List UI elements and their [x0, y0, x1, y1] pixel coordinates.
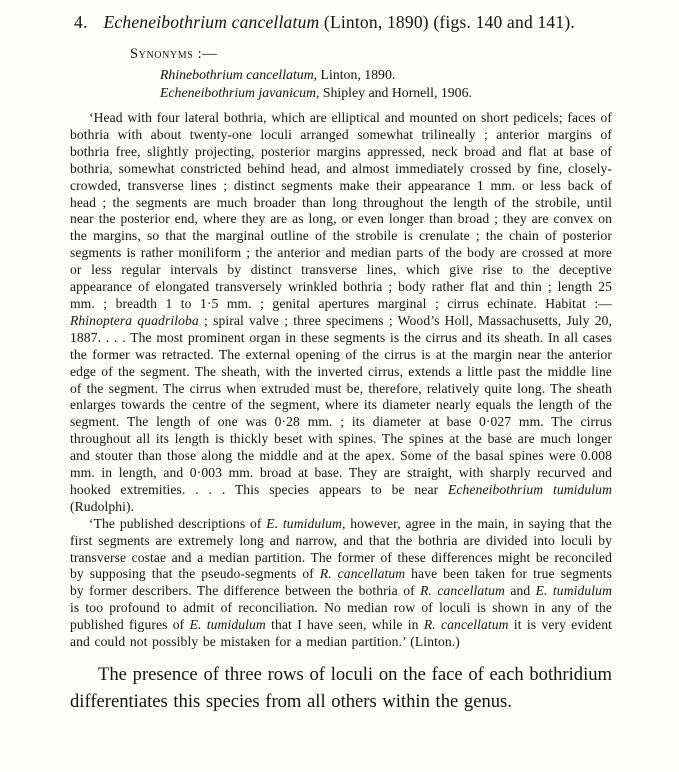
paragraph-segment: ‘Head with four lateral bothria, which are elliptical and mounted on short pedicels; faces of bothria with about twenty-one loculi arranged somewhat trilineally ; anterior margins of bothria free, slightly projecting, posterior margins appressed, neck broad and flat at base of bothria, somewhat constricted behind head, and almost immediately crossed by fine, closely-crowded, transverse lines ; distinct segments make their appearance 1 mm. or less back of head ; the segments are much broader than long throughout the length of the strobile, until near the posterior end, where they are as long, or even longer than broad ; they are convex on the margins, so that the marginal outline of the strobile is crenulate ; the chain of posterior segments is rather moniliform ; the anterior and median parts of the body are crossed at more or less regular intervals by distinct transverse lines, which give rise to the deceptive appearance of elongated transversely wrinkled bothria ; body rather flat and thin ; length 25 mm. ; breadth 1 to 1·5 mm. ; genital apertures marginal ; cirrus echinate. Habitat :—	[70, 110, 612, 311]
paragraph-segment: (Rudolphi).	[70, 498, 135, 514]
paragraph-segment: ‘The published descriptions of	[89, 515, 267, 531]
synonym-list	[160, 66, 679, 101]
synonym-species: Echeneibothrium javanicum	[160, 84, 316, 100]
description-paragraph-2	[70, 516, 612, 651]
description-text-block	[70, 110, 612, 715]
synonym-entry	[160, 84, 679, 102]
species-name-italic: Echeneibothrium tumidulum	[448, 481, 612, 497]
synonym-species: Rhinebothrium cancellatum	[160, 67, 314, 82]
species-name-italic: R. cancellatum	[420, 583, 505, 599]
paragraph-segment: and	[504, 583, 536, 599]
heading-citation: (Linton, 1890) (figs. 140 and 141).	[319, 12, 575, 32]
synonym-entry	[160, 66, 679, 84]
paragraph-segment: it is very evident and could not possibly be mistaken for a median partition.’ (Linton.)	[70, 617, 612, 650]
synonyms-label: Synonyms :—	[130, 46, 218, 62]
species-name-italic: Rhinoptera quadriloba	[70, 312, 199, 328]
closing-paragraph: The presence of three rows of loculi on the face of each bothridium differentiates this species from all others within the genus.	[70, 664, 612, 712]
species-name: Echeneibothrium cancellatum	[103, 12, 320, 32]
species-name-italic: E. tumidulum	[535, 583, 612, 599]
section-number: 4.	[74, 12, 88, 32]
paragraph-segment: that I have seen, while in	[265, 617, 424, 633]
species-name-italic: R. cancellatum	[319, 566, 406, 582]
paragraph-segment: have been taken for true segments by former describers. The difference between the bothria of	[70, 566, 612, 599]
species-name-italic: R. cancellatum	[423, 617, 509, 633]
species-name-italic: E. tumidulum	[189, 617, 266, 633]
synonyms-block	[130, 46, 679, 101]
species-name-italic: E. tumidulum	[266, 515, 342, 531]
synonym-citation: , Shipley and Hornell, 1906.	[315, 84, 472, 100]
description-paragraph-1	[70, 110, 612, 516]
paragraph-segment: is too profound to admit of reconciliation. No median row of loculi is shown in any of the published figures of	[70, 600, 612, 633]
species-heading	[0, 0, 679, 33]
paragraph-segment: ; spiral valve ; three specimens ; Wood’s Holl, Massachusetts, July 20, 1887. . . . The most prominent organ in these segments is the cirrus and its sheath. In all cases the former was retracted. The external opening of the cirrus is at the margin near the anterior edge of the segment. The sheath, with the inverted cirrus, extends a little past the middle line of the segment. The cirrus when extruded must be, therefore, relatively quite long. The sheath enlarges towards the centre of the segment, where its diameter nearly equals the length of the segment. The length of one was 0·28 mm. ; its diameter at base 0·027 mm. The cirrus throughout all its length is thickly beset with spines. The spines at the base are much longer and stouter than those along the middle and at the apex. Some of the basal spines were 0.008 mm. in length, and 0·003 mm. broad at base. They are straight, with sharply recurved and hooked extremities. . . . This species appears to be near	[70, 312, 613, 497]
synonym-citation: , Linton, 1890.	[313, 67, 396, 82]
paragraph-segment: , however, agree in the main, in saying that the first segments are extremely long and narrow, and that the bothria are divided into loculi by transverse costae and a median partition. The former of these differences might be reconciled by supposing that the pseudo-segments of	[70, 515, 612, 582]
